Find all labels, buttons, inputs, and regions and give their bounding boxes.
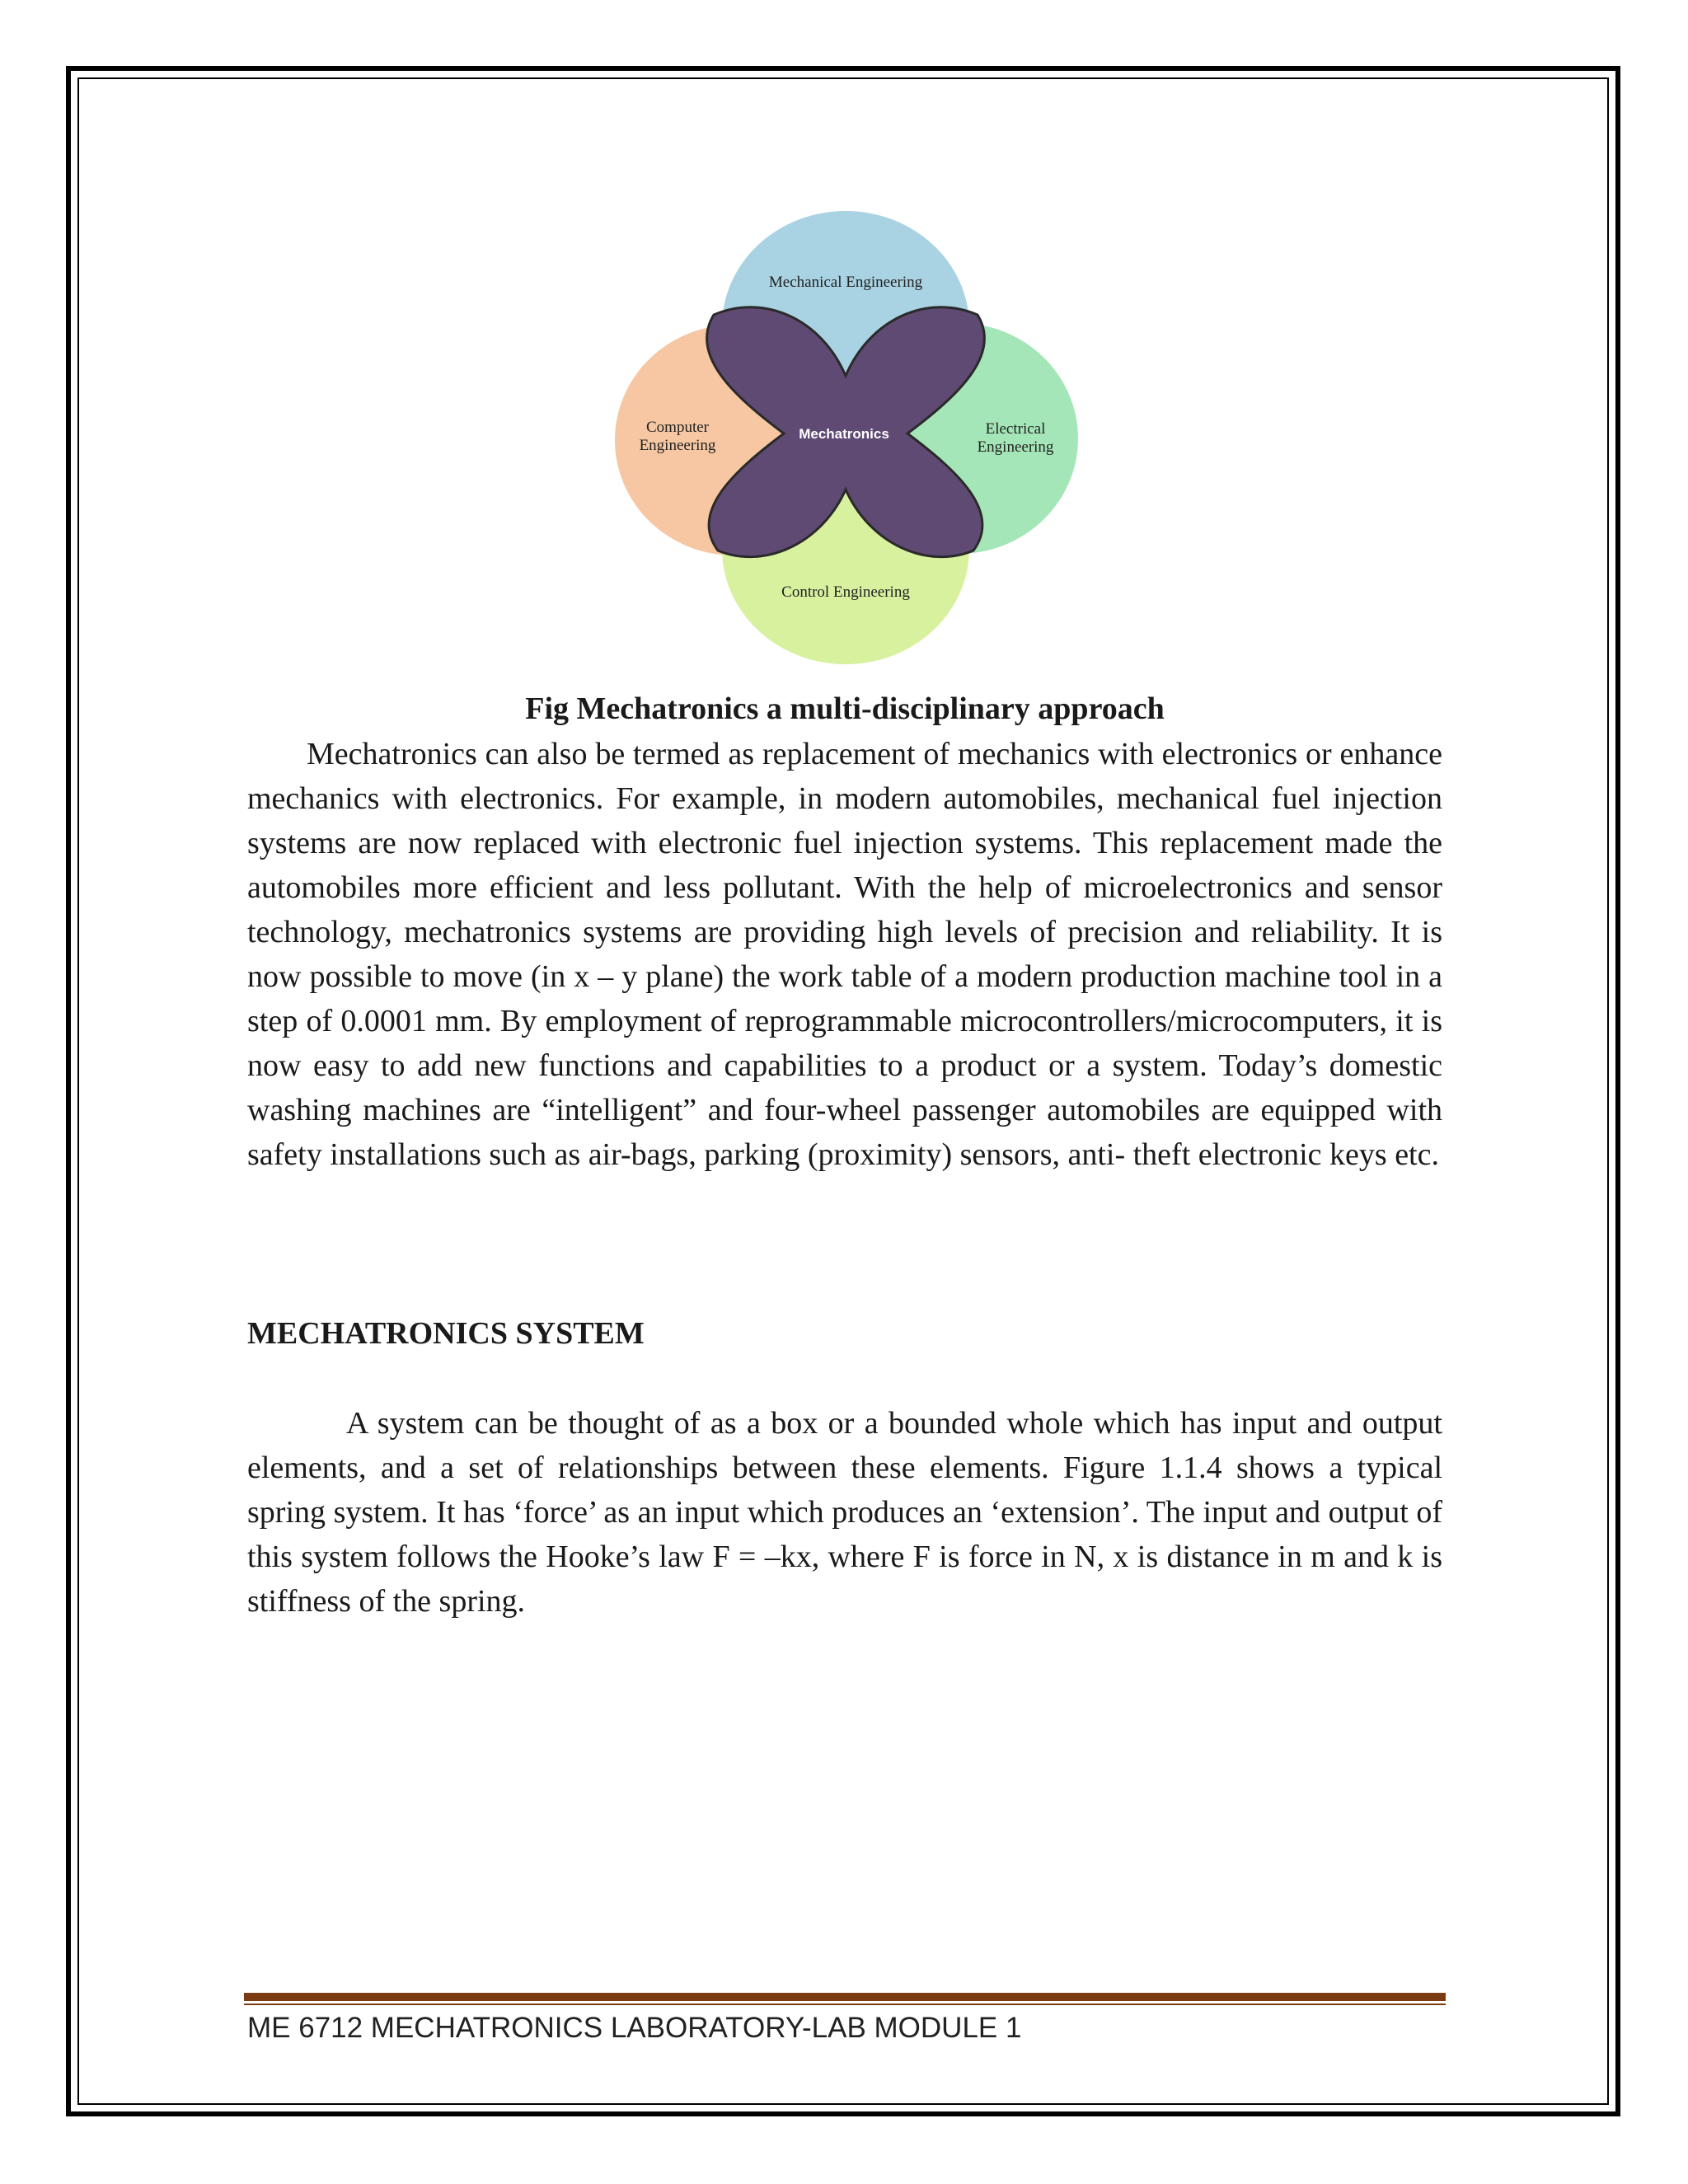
paragraph-system-definition: A system can be thought of as a box or a bounded whole which has input and output elements, and a set of relationships between these elements. Figure 1.1.4 shows a typical spring system. It has ‘force’ as an input which produces an ‘extension’. The input and output of this system follows the Hooke’s law F = –kx, where F is force in N, x is distance in m and k is stiffness of the spring. (247, 1406, 1442, 1619)
label-mechanical-engineering: Mechanical Engineering (768, 274, 923, 291)
footer-rule-thick (244, 1993, 1446, 2001)
footer-text: ME 6712 MECHATRONICS LABORATORY-LAB MODULE 1 (247, 2012, 1022, 2044)
label-control-engineering: Control Engineering (781, 583, 910, 601)
footer-rule-thin (244, 2004, 1446, 2005)
section-heading: MECHATRONICS SYSTEM (247, 1316, 645, 1351)
figure-caption: Fig Mechatronics a multi-disciplinary approach (525, 691, 1165, 726)
label-mechatronics: Mechatronics (799, 426, 889, 442)
label-computer-engineering-2: Engineering (639, 437, 716, 454)
venn-diagram-svg (598, 211, 1093, 673)
mechatronics-diagram (598, 211, 1093, 673)
paragraph-mechatronics-replacement: Mechatronics can also be termed as replacement of mechanics with electronics or enhance mechanics with electronics. For example, in modern automobiles, mechanical fuel injection systems are now replaced with electronic fuel injection systems. This replacement made the automobiles more efficient and less pollutant. With the help of microelectronics and sensor technology, mechatronics systems are providing high levels of precision and reliability. It is now possible to move (in x – y plane) the work table of a modern production machine tool in a step of 0.0001 mm. By employment of reprogrammable microcontrollers/microcomputers, it is now easy to add new functions and capabilities to a product or a system. Today’s domestic washing machines are “intelligent” and four-wheel passenger automobiles are equipped with safety installations such as air-bags, parking (proximity) sensors, anti- theft electronic keys etc. (247, 737, 1442, 1172)
label-electrical-engineering-2: Engineering (977, 438, 1054, 456)
label-electrical-engineering-1: Electrical (985, 420, 1046, 438)
label-computer-engineering-1: Computer (646, 419, 709, 436)
